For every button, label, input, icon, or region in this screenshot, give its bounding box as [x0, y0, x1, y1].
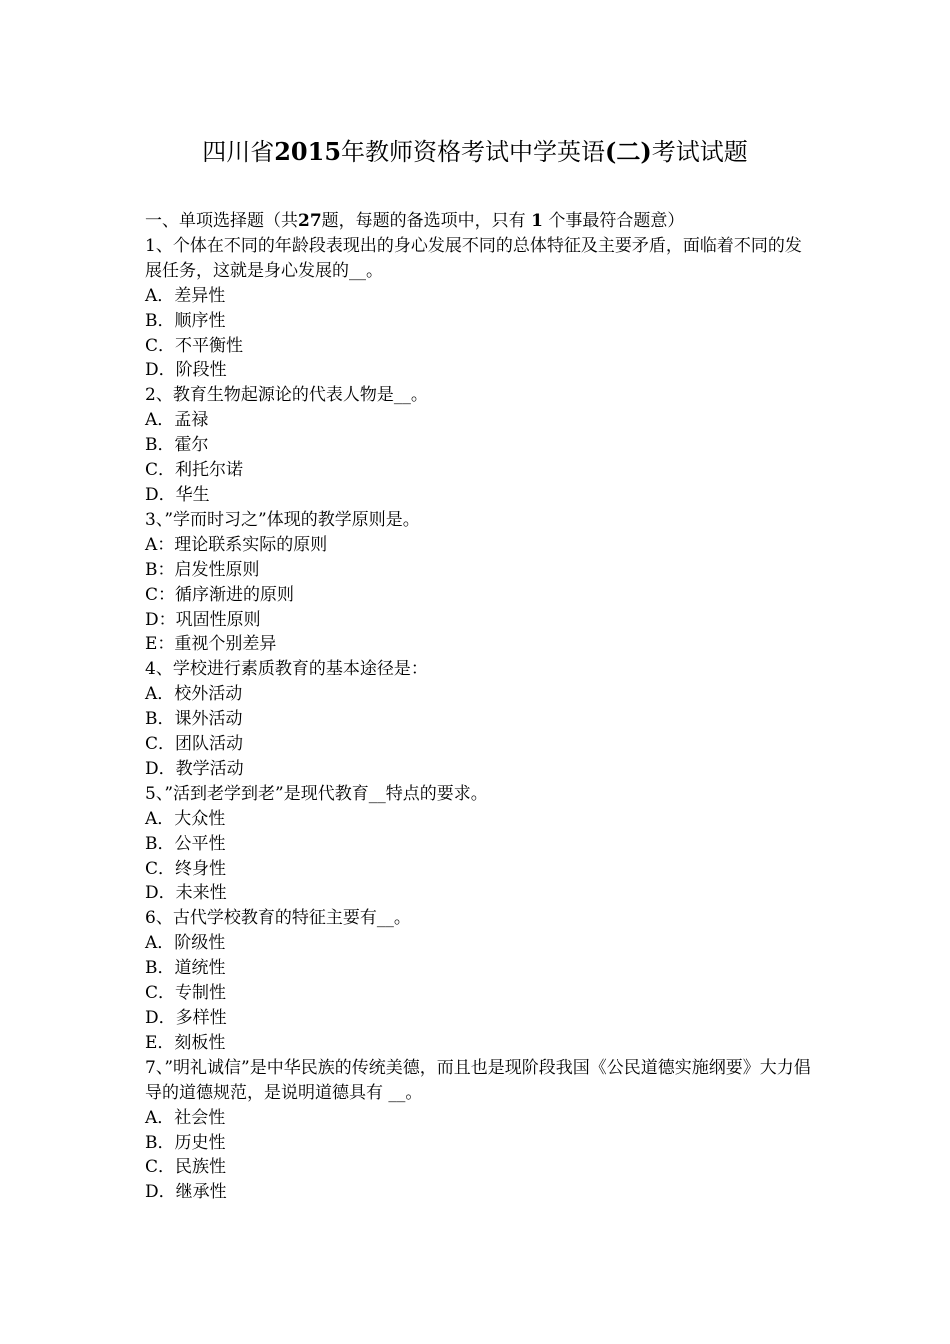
title-part2: 年教师资格考试中学英语	[341, 138, 606, 166]
question-stem: 5、”活到老学到老”是现代教育__特点的要求。	[145, 783, 488, 804]
answer-option: C．团队活动	[145, 734, 244, 755]
answer-option: B．霍尔	[145, 435, 209, 456]
section-heading-text-2: 题，每题的备选项中，只有	[321, 211, 526, 231]
answer-option: E．刻板性	[145, 1032, 226, 1053]
answer-option: C：循序渐进的原则	[145, 584, 295, 605]
answer-option: D．华生	[145, 484, 210, 505]
answer-option: C．不平衡性	[145, 335, 244, 356]
title-paren: (二)	[605, 137, 652, 166]
answer-option: B．顺序性	[145, 310, 226, 331]
answer-option: A．差异性	[145, 285, 226, 306]
question-stem: 6、古代学校教育的特征主要有__。	[145, 908, 411, 929]
answer-option: D．教学活动	[145, 758, 244, 779]
question-stem: 4、学校进行素质教育的基本途径是：	[145, 659, 428, 680]
title-part3: 考试试题	[651, 138, 748, 166]
answer-option: A．孟禄	[145, 410, 209, 431]
title-year: 2015	[274, 137, 342, 166]
question-stem: 1、个体在不同的年龄段表现出的身心发展不同的总体特征及主要矛盾，面临着不同的发展任务，这就是身心发展的__。	[145, 235, 802, 281]
answer-option: B：启发性原则	[145, 559, 260, 580]
document-title	[0, 135, 950, 169]
section-heading-text-3: 个事最符合题意）	[548, 211, 685, 231]
answer-option: C．民族性	[145, 1157, 227, 1178]
answer-option: A．社会性	[145, 1107, 226, 1128]
section-heading	[145, 209, 815, 234]
question-stem: 7、”明礼诚信”是中华民族的传统美德，而且也是现阶段我国《公民道德实施纲要》大力倡导的道德规范，是说明道德具有 __。	[145, 1057, 811, 1103]
answer-option: A：理论联系实际的原则	[145, 534, 328, 555]
answer-option: C．终身性	[145, 858, 227, 879]
answer-option: B．道统性	[145, 958, 226, 979]
answer-option: B．公平性	[145, 833, 226, 854]
answer-option: B．课外活动	[145, 709, 243, 730]
answer-option: D．阶段性	[145, 360, 227, 381]
section-heading-one: 1	[531, 211, 543, 231]
answer-option: A．校外活动	[145, 684, 243, 705]
answer-option: D．未来性	[145, 883, 227, 904]
question-stem: 2、教育生物起源论的代表人物是__。	[145, 385, 428, 406]
answer-option: C．专制性	[145, 983, 227, 1004]
section-heading-text: 一、单项选择题（共	[145, 211, 298, 231]
question-list	[145, 209, 815, 1205]
answer-option: B．历史性	[145, 1132, 226, 1153]
title-part1: 四川省	[202, 138, 275, 166]
question-stem: 3、”学而时习之”体现的教学原则是。	[145, 509, 420, 530]
answer-option: D．多样性	[145, 1008, 227, 1028]
answer-option: E：重视个别差异	[145, 634, 277, 655]
answer-option: A．大众性	[145, 808, 226, 829]
answer-option: D．继承性	[145, 1182, 227, 1203]
answer-option: A．阶级性	[145, 933, 226, 954]
section-question-count: 27	[298, 211, 322, 231]
answer-option: D：巩固性原则	[145, 609, 261, 630]
answer-option: C．利托尔诺	[145, 460, 244, 481]
